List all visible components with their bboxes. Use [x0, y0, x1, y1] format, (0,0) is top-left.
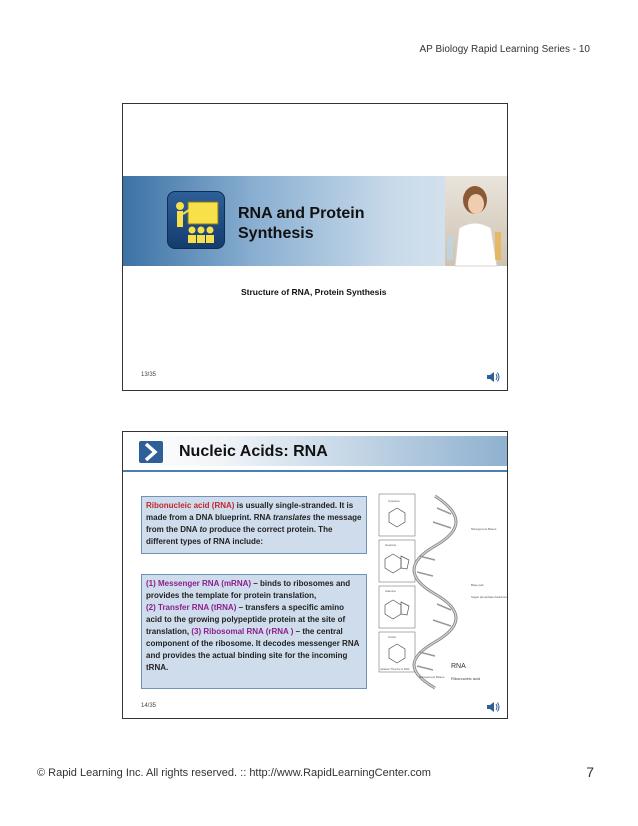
base-label-guanine: Guanine	[385, 543, 397, 547]
base-label-adenine: Adenine	[385, 589, 397, 593]
base-label-uracil: Uracil	[388, 635, 396, 639]
slide-title	[238, 204, 365, 244]
rna-intro-box	[141, 496, 367, 554]
text: the message from the DNA	[146, 513, 362, 534]
rna-types-box	[141, 574, 367, 689]
term-rrna: (3) Ribosomal RNA (rRNA )	[191, 627, 294, 636]
slide-title: Nucleic Acids: RNA	[179, 443, 328, 460]
presenter-icon	[167, 191, 225, 249]
bottom-bases-label: Nitrogenous Bases	[419, 675, 445, 679]
base-pair-label: Base pair	[471, 583, 484, 587]
speaker-icon[interactable]	[485, 369, 501, 385]
slide-13	[122, 103, 508, 391]
ribonucleic-acid-label: Ribonucleic acid	[451, 676, 481, 681]
title-underline	[123, 470, 507, 472]
text: – transfers a specific amino acid to the growing polypeptide protein at the site of translation,	[146, 603, 346, 636]
rna-structure-diagram	[379, 494, 508, 690]
slide-14	[122, 431, 508, 719]
copyright-footer: © Rapid Learning Inc. All rights reserved. :: http://www.RapidLearningCenter.com	[37, 767, 431, 779]
chevron-right-icon	[139, 441, 163, 463]
base-label-cytosine: Cytosine	[388, 499, 400, 503]
slide-subtitle: Structure of RNA, Protein Synthesis	[241, 287, 387, 297]
term-rna: Ribonucleic acid (RNA)	[146, 501, 235, 510]
rna-label: RNA	[451, 663, 466, 670]
replaces-thymine-label: replaces Thymine in RNA	[380, 668, 410, 671]
backbone-label: Sugar phosphate backbone	[471, 595, 508, 599]
slide-number: 13/35	[141, 372, 157, 378]
scientist-photo	[445, 176, 507, 266]
nitrogenous-bases-label: Nitrogenous Bases	[471, 527, 497, 531]
slide-number: 14/35	[141, 703, 157, 709]
page-number: 7	[586, 764, 594, 780]
slide-title-line1: RNA and Protein	[238, 205, 365, 222]
slide-title-line2: Synthesis	[238, 225, 314, 242]
text: – binds to ribosomes and provides the template for protein translation,	[146, 579, 351, 600]
term-trna: (2) Transfer RNA (tRNA)	[146, 603, 237, 612]
text-italic: translates	[272, 513, 311, 522]
text: produce the correct protein. The different types of RNA include:	[146, 525, 333, 546]
text: is usually single-stranded. It is made from a DNA blueprint. RNA	[146, 501, 354, 522]
speaker-icon[interactable]	[485, 699, 501, 715]
term-mrna: (1) Messenger RNA (mRNA)	[146, 579, 252, 588]
text-italic: to	[199, 525, 208, 534]
text: – the central component of the ribosome. It decodes messenger RNA and provides the actual binding site for the incoming tRNA.	[146, 627, 360, 672]
series-header: AP Biology Rapid Learning Series - 10	[419, 44, 590, 55]
